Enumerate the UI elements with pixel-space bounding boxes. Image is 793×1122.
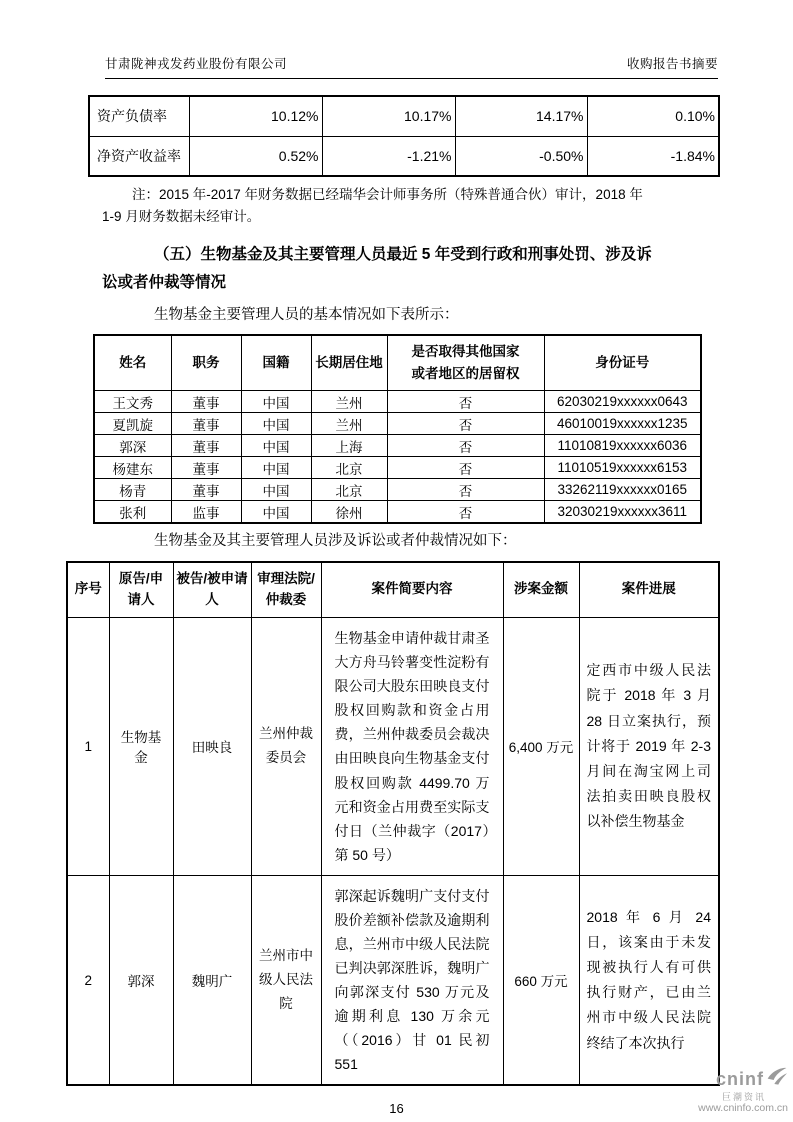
- cninfo-wordmark: cninf: [716, 1068, 764, 1089]
- cninfo-name: 巨潮资讯: [721, 1091, 766, 1102]
- manager-row: [94, 457, 701, 479]
- manager-row: [94, 391, 701, 413]
- fin-value-cell: 14.17%: [455, 96, 587, 136]
- litigation-intro: 生物基金及其主要管理人员涉及诉讼或者仲裁情况如下：: [154, 532, 517, 549]
- cninfo-logo: [698, 1066, 790, 1114]
- page-header: [105, 54, 718, 79]
- manager-position-cell: 董事: [171, 413, 241, 435]
- manager-nationality-cell: 中国: [241, 501, 311, 523]
- col-no-header: 序号: [67, 562, 109, 618]
- fin-value-cell: -1.84%: [587, 136, 719, 176]
- manager-position-cell: 董事: [171, 457, 241, 479]
- case-defendant-cell: 魏明广: [173, 875, 251, 1085]
- case-progress-cell: 2018 年 6 月 24 日，该案由于未发现被执行人有可供执行财产，已由兰州市中级人民法院终结了本次执行: [579, 875, 719, 1085]
- manager-permit-cell: 否: [387, 413, 544, 435]
- fin-value-cell: 10.12%: [189, 96, 322, 136]
- manager-position-cell: 董事: [171, 391, 241, 413]
- case-amount-cell: 6,400 万元: [503, 618, 579, 876]
- manager-nationality-cell: 中国: [241, 479, 311, 501]
- manager-id-cell: 11010519xxxxxx6153: [544, 457, 701, 479]
- col-defendant-header: 被告/被申请人: [173, 562, 251, 618]
- manager-row: [94, 501, 701, 523]
- manager-nationality-cell: 中国: [241, 435, 311, 457]
- col-permit-header: 是否取得其他国家或者地区的居留权: [387, 335, 544, 391]
- manager-id-cell: 32030219xxxxxx3611: [544, 501, 701, 523]
- case-row: [67, 875, 719, 1085]
- col-position-header: 职务: [171, 335, 241, 391]
- fin-label-cell: 资产负债率: [89, 96, 189, 136]
- case-no-cell: 2: [67, 875, 109, 1085]
- doc-type: 收购报告书摘要: [626, 57, 718, 71]
- manager-permit-cell: 否: [387, 479, 544, 501]
- financial-row: [89, 96, 719, 136]
- manager-name-cell: 张利: [94, 501, 171, 523]
- fin-value-cell: 10.17%: [322, 96, 455, 136]
- manager-name-cell: 郭深: [94, 435, 171, 457]
- litigation-header-row: [67, 562, 719, 618]
- fin-label-cell: 净资产收益率: [89, 136, 189, 176]
- col-name-header: 姓名: [94, 335, 171, 391]
- audit-note-line1: 注：2015 年-2017 年财务数据已经瑞华会计师事务所（特殊普通合伙）审计，2018 年: [132, 187, 643, 202]
- col-amount-header: 涉案金额: [503, 562, 579, 618]
- manager-name-cell: 杨建东: [94, 457, 171, 479]
- manager-name-cell: 夏凯旋: [94, 413, 171, 435]
- cninfo-url: www.cninfo.com.cn: [698, 1101, 788, 1114]
- fin-value-cell: -1.21%: [322, 136, 455, 176]
- managers-table: [93, 334, 702, 524]
- manager-residence-cell: 兰州: [311, 413, 387, 435]
- col-residence-header: 长期居住地: [311, 335, 387, 391]
- case-progress-cell: 定西市中级人民法院于 2018 年 3 月 28 日立案执行，预计将于 2019 年 2-3 月间在淘宝网上司法拍卖田映良股权以补偿生物基金: [579, 618, 719, 876]
- cninfo-swirl-icon: [766, 1066, 788, 1091]
- manager-permit-cell: 否: [387, 501, 544, 523]
- manager-name-cell: 王文秀: [94, 391, 171, 413]
- case-content-cell: 生物基金申请仲裁甘肃圣大方舟马铃薯变性淀粉有限公司大股东田映良支付股权回购款和资金占用费，兰州仲裁委员会裁决由田映良向生物基金支付股权回购款 4499.70 万元和资金占用费至实际支付日（兰仲裁字（2017）第 50 号）: [321, 618, 503, 876]
- manager-residence-cell: 上海: [311, 435, 387, 457]
- manager-residence-cell: 徐州: [311, 501, 387, 523]
- col-plaintiff-header: 原告/申请人: [109, 562, 173, 618]
- manager-row: [94, 435, 701, 457]
- manager-permit-cell: 否: [387, 435, 544, 457]
- case-plaintiff-cell: 生物基金: [109, 618, 173, 876]
- audit-note-line2: 1-9 月财务数据未经审计。: [102, 208, 261, 224]
- manager-residence-cell: 北京: [311, 457, 387, 479]
- manager-permit-cell: 否: [387, 391, 544, 413]
- col-court-header: 审理法院/仲裁委: [251, 562, 321, 618]
- manager-id-cell: 62030219xxxxxx0643: [544, 391, 701, 413]
- case-court-cell: 兰州市中级人民法院: [251, 875, 321, 1085]
- litigation-table: [66, 561, 720, 1087]
- manager-nationality-cell: 中国: [241, 391, 311, 413]
- manager-position-cell: 董事: [171, 435, 241, 457]
- manager-nationality-cell: 中国: [241, 457, 311, 479]
- section-heading-line1: （五）生物基金及其主要管理人员最近 5 年受到行政和刑事处罚、涉及诉: [154, 245, 652, 263]
- manager-id-cell: 11010819xxxxxx6036: [544, 435, 701, 457]
- case-court-cell: 兰州仲裁委员会: [251, 618, 321, 876]
- manager-residence-cell: 北京: [311, 479, 387, 501]
- manager-row: [94, 479, 701, 501]
- managers-header-row: [94, 335, 701, 391]
- case-plaintiff-cell: 郭深: [109, 875, 173, 1085]
- col-progress-header: 案件进展: [579, 562, 719, 618]
- manager-row: [94, 413, 701, 435]
- case-defendant-cell: 田映良: [173, 618, 251, 876]
- section-heading: [102, 241, 718, 298]
- manager-name-cell: 杨青: [94, 479, 171, 501]
- cninfo-logo-top: [698, 1066, 788, 1091]
- case-row: [67, 618, 719, 876]
- manager-permit-cell: 否: [387, 457, 544, 479]
- case-amount-cell: 660 万元: [503, 875, 579, 1085]
- fin-value-cell: -0.50%: [455, 136, 587, 176]
- col-nationality-header: 国籍: [241, 335, 311, 391]
- case-content-cell: 郭深起诉魏明广支付支付股价差额补偿款及逾期利息，兰州市中级人民法院已判决郭深胜诉，魏明广向郭深支付 530 万元及逾期利息 130 万余元（（2016）甘 01 民初 551: [321, 875, 503, 1085]
- manager-id-cell: 46010019xxxxxx1235: [544, 413, 701, 435]
- audit-note: [102, 184, 718, 228]
- manager-position-cell: 监事: [171, 501, 241, 523]
- fin-value-cell: 0.10%: [587, 96, 719, 136]
- case-no-cell: 1: [67, 618, 109, 876]
- manager-id-cell: 33262119xxxxxx0165: [544, 479, 701, 501]
- financial-row: [89, 136, 719, 176]
- fin-value-cell: 0.52%: [189, 136, 322, 176]
- col-content-header: 案件简要内容: [321, 562, 503, 618]
- manager-position-cell: 董事: [171, 479, 241, 501]
- manager-nationality-cell: 中国: [241, 413, 311, 435]
- manager-residence-cell: 兰州: [311, 391, 387, 413]
- company-name: 甘肃陇神戎发药业股份有限公司: [105, 57, 288, 71]
- managers-intro: 生物基金主要管理人员的基本情况如下表所示：: [154, 307, 459, 324]
- financial-ratio-table: [88, 95, 720, 177]
- section-heading-line2: 讼或者仲裁等情况: [102, 274, 227, 292]
- col-id-header: 身份证号: [544, 335, 701, 391]
- page-number: 16: [389, 1101, 404, 1117]
